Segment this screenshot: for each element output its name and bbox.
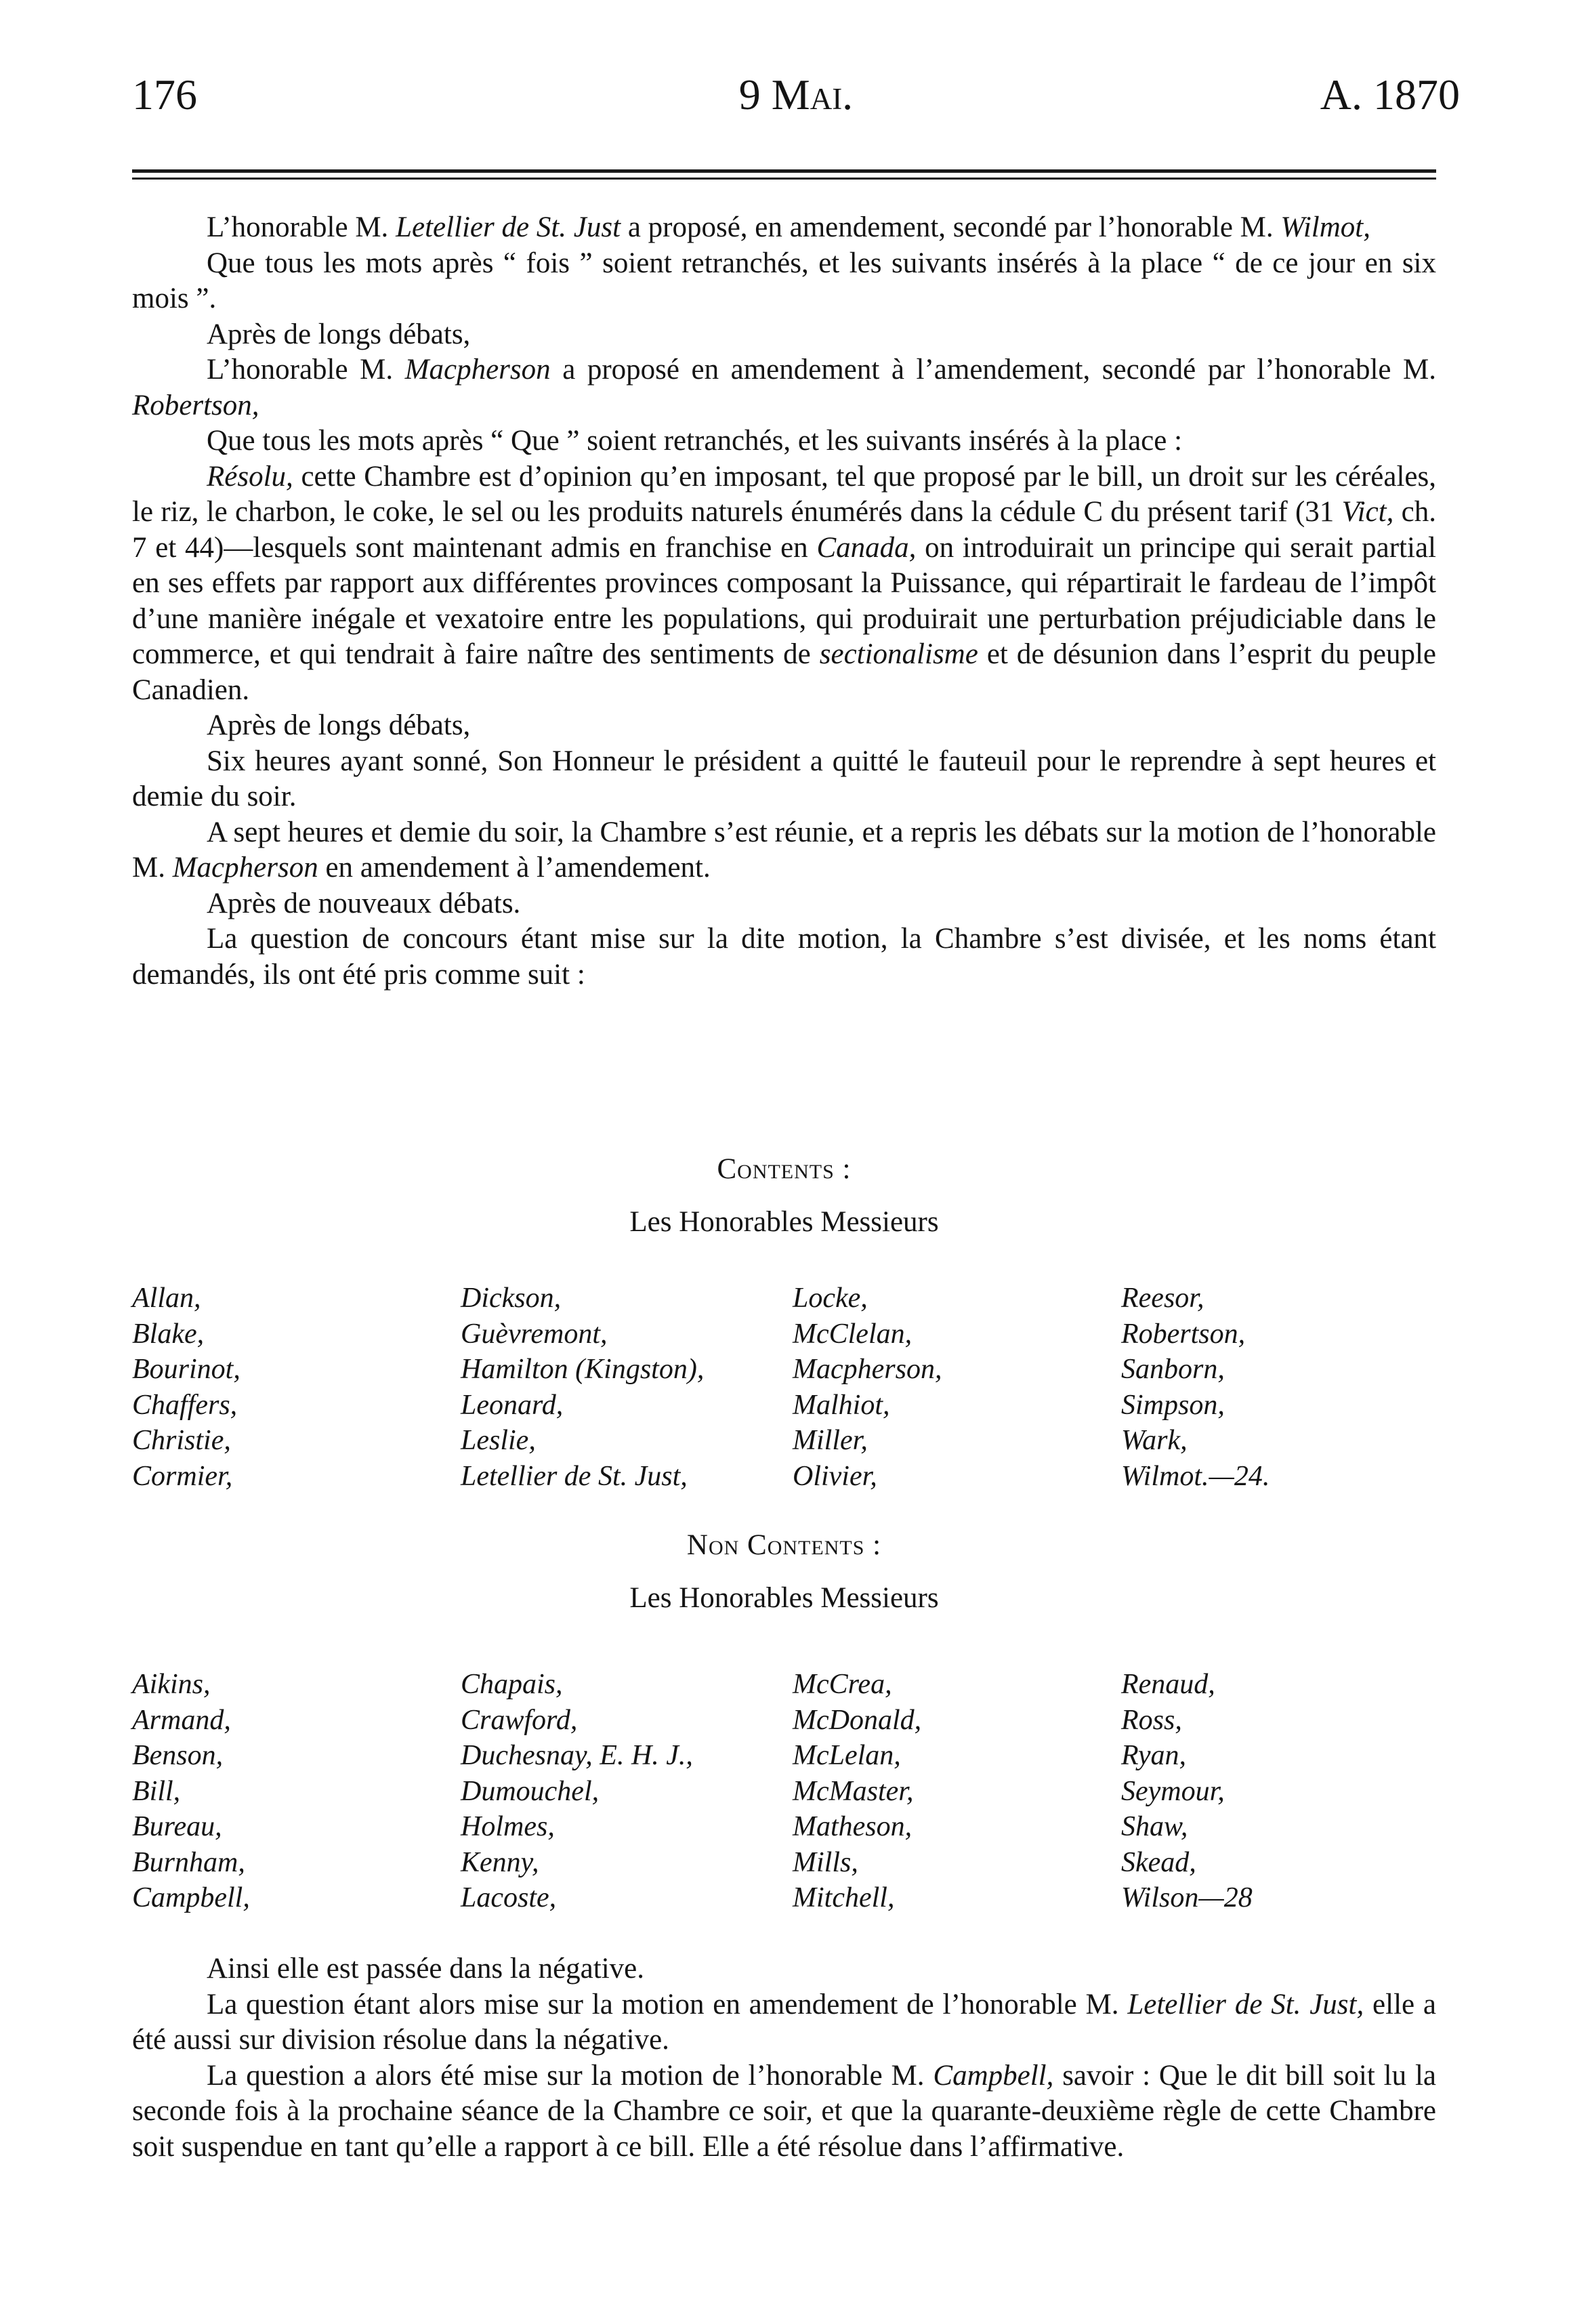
paragraph: Six heures ayant sonné, Son Honneur le président a quitté le fauteuil pour le reprendre à sept heures et demie du soir. [132,745,1436,812]
senator-name: Blake, [132,1318,205,1350]
paragraph: Après de nouveaux débats. [207,887,521,919]
paragraph: A sept heures et demie du soir, la Chambre s’est réunie, et a repris les débats sur la motion de l’honorable M. Macpherson en amendement à l’amendement. [132,816,1436,884]
senator-name: Matheson, [793,1811,913,1842]
senator-name: Skead, [1121,1846,1196,1878]
paragraph: Après de longs débats, [207,709,471,741]
name-column [461,1667,693,1916]
senator-name: Ross, [1121,1704,1182,1736]
senator-name: Chaffers, [132,1389,238,1421]
senator-name: Dumouchel, [461,1775,600,1807]
senator-name: Allan, [132,1283,201,1314]
senator-name: Macpherson, [793,1354,942,1385]
name-column [1121,1281,1270,1494]
senator-name: Wilson—28 [1121,1882,1253,1913]
senator-name: Burnham, [132,1846,245,1878]
senator-name: Campbell, [933,2059,1054,2092]
senator-name: Sanborn, [1121,1354,1225,1385]
senator-name: Malhiot, [793,1389,890,1421]
paragraph: La question a alors été mise sur la motion de l’honorable M. Campbell, savoir : Que le dit bill soit lu la seconde fois à la prochaine séance de la Chambre ce soir, et que la quarante-deuxième règle de cette Chambre soit suspendue en tant qu’elle a rapport à ce bill. Elle a été résolue dans l’affirmative. [132,2059,1436,2163]
paragraph-sub-amendment-motion: L’honorable M. Macpherson a proposé en amendement à l’amendement, secondé par l’honorable M. Robertson, [132,354,1437,421]
senator-name: Wilmot.—24. [1121,1460,1270,1492]
proceedings-text [132,210,1436,993]
senator-name: Hamilton (Kingston), [461,1354,705,1385]
name-column [132,1667,250,1916]
name-column [793,1281,942,1494]
contents-heading: Contents : [717,1153,852,1185]
paragraph-resolution: Résolu, cette Chambre est d’opinion qu’en imposant, tel que proposé par le bill, un droit sur les céréales, le riz, le charbon, le coke, le sel ou les produits naturels énumérés dans la cédule C du présent tarif (31 Vict, ch. 7 et 44)—lesquels sont maintenant admis en franchise en Canada, on introduirait un principe qui serait partial en ses effets par rapport aux différentes provinces composant la Puissance, qui répartirait le fardeau de l’impôt d’une manière inégale et vexatoire entre les populations, qui produirait une perturbation préjudiciable dans le commerce, et qui tendrait à faire naître des sentiments de sectionalisme et de désunion dans l’esprit du peuple Canadien. [132,460,1436,706]
senator-name: Wark, [1121,1425,1188,1456]
senator-name: Macpherson [404,354,551,386]
senator-name: Shaw, [1121,1811,1188,1842]
contents-heading-block [132,1152,1436,1240]
page-number: 176 [132,70,197,119]
senator-name: Letellier de St. Just, [1127,1988,1364,2020]
header-rule-thick [132,169,1436,173]
senator-name: Letellier de St. Just [396,211,621,243]
senator-name: Mills, [793,1846,858,1878]
closing-text [132,1951,1436,2165]
senator-name: McLelan, [793,1740,901,1771]
senator-name: Chapais, [461,1669,563,1700]
header-date: 9 Mai. [738,70,854,119]
senator-name: Guèvremont, [461,1318,608,1350]
senator-name: Crawford, [461,1704,578,1736]
name-column [793,1667,921,1916]
paragraph-amendment-motion: L’honorable M. Letellier de St. Just a proposé, en amendement, secondé par l’honorable M. Wilmot, [207,211,1370,243]
name-column [1121,1667,1253,1916]
senator-name: Dickson, [461,1283,562,1314]
senator-name: Benson, [132,1740,224,1771]
senator-name: Aikins, [132,1669,211,1700]
non-contents-heading: Non Contents : [686,1529,882,1561]
paragraph: Après de longs débats, [207,318,471,350]
name-column [132,1281,240,1494]
senator-name: Christie, [132,1425,231,1456]
page-header [132,64,1460,125]
senator-name: McCrea, [793,1669,892,1700]
senator-name: Bourinot, [132,1354,240,1385]
senator-name: Robertson, [1121,1318,1246,1350]
contents-subheading: Les Honorables Messieurs [629,1206,939,1238]
senator-name: Seymour, [1121,1775,1225,1807]
header-rule-thin [132,178,1436,180]
senator-name: Wilmot, [1280,211,1370,243]
senator-name: Renaud, [1121,1669,1215,1700]
senator-name: Bureau, [132,1811,222,1842]
senator-name: Bill, [132,1775,181,1807]
senator-name: Reesor, [1121,1283,1204,1314]
senator-name: Miller, [793,1425,868,1456]
senator-name: Cormier, [132,1460,233,1492]
senator-name: Leonard, [461,1389,564,1421]
senator-name: Mitchell, [793,1882,895,1913]
senator-name: Lacoste, [461,1882,557,1913]
senator-name: Macpherson [172,852,318,884]
senator-name: Campbell, [132,1882,250,1913]
senator-name: Letellier de St. Just, [461,1460,688,1492]
non-contents-heading-block [132,1528,1436,1616]
senator-name: McClelan, [793,1318,913,1350]
senator-name: Locke, [793,1283,868,1314]
senator-name: Armand, [132,1704,231,1736]
non-contents-subheading: Les Honorables Messieurs [629,1582,939,1614]
paragraph: Que tous les mots après “ Que ” soient retranchés, et les suivants insérés à la place : [207,425,1183,457]
senator-name: McDonald, [793,1704,922,1736]
paragraph: Ainsi elle est passée dans la négative. [207,1953,644,1985]
senator-name: Olivier, [793,1460,877,1492]
senator-name: Kenny, [461,1846,539,1878]
paragraph: La question étant alors mise sur la motion en amendement de l’honorable M. Letellier de St. Just, elle a été aussi sur division résolue dans la négative. [132,1988,1436,2056]
name-column [461,1281,704,1494]
senator-name: Leslie, [461,1425,536,1456]
paragraph: La question de concours étant mise sur la dite motion, la Chambre s’est divisée, et les noms étant demandés, ils ont été pris comme suit : [132,923,1436,991]
header-year: A. 1870 [1320,70,1460,119]
senator-name: McMaster, [793,1775,914,1807]
senator-name: Robertson, [132,389,259,421]
senator-name: Holmes, [461,1811,555,1842]
senator-name: Duchesnay, E. H. J., [461,1740,693,1771]
senator-name: Ryan, [1121,1740,1187,1771]
paragraph: Que tous les mots après “ fois ” soient retranchés, et les suivants insérés à la place “ de ce jour en six mois ”. [132,247,1436,314]
senator-name: Simpson, [1121,1389,1225,1421]
